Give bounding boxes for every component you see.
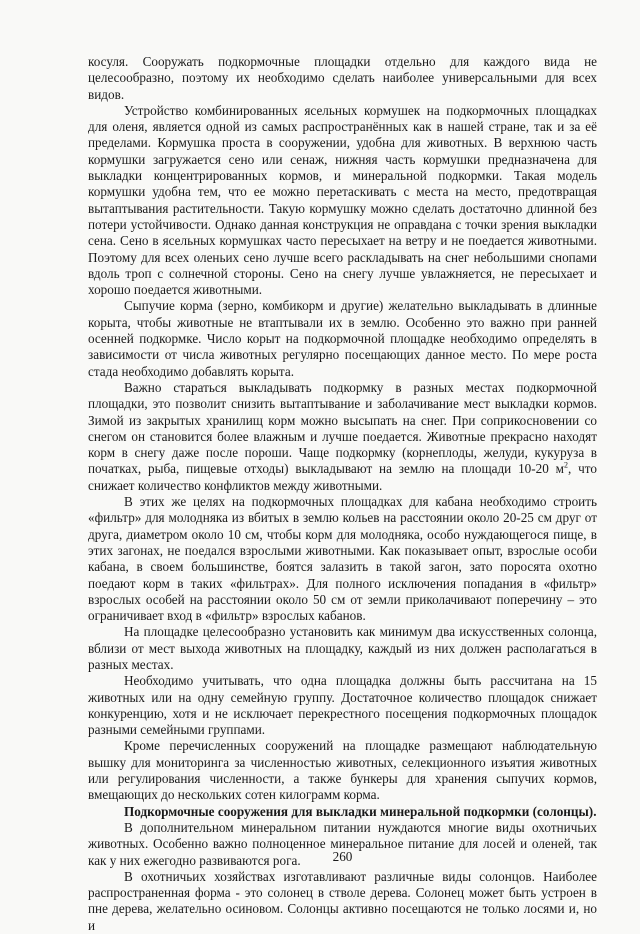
page-number: 260 bbox=[332, 849, 353, 864]
paragraph-salt-licks-count: На площадке целесообразно установить как минимум два искусственных солонца, вблизи от мест выхода животных на площадку, каждый из них должен располагаться в разных местах. bbox=[88, 624, 597, 672]
paragraph-feeding-places bbox=[88, 380, 597, 494]
paragraph-feeder-design: Устройство комбинированных ясельных кормушек на подкормочных площадках для оленя, является одной из самых распространённых как в нашей стране, так и за её пределами. Кормушка проста в сооружении, удобна для животных. В верхнюю часть кормушки загружается сено или сенаж, нижняя часть кормушки предназначена для выкладки концентрированных кормов, и минеральной подкормки. Такая модель кормушки удобна тем, что ее можно перетаскивать с места на место, предотвращая вытаптывания растительности. Такую кормушку можно сделать достаточно длинной без потери устойчивости. Однако данная конструкция не оправдана с точки зрения выкладки сена. Сено в ясельных кормушках часто пересыхает на ветру и не поедается животными. Поэтому для всех оленьих сено лучше всего раскладывать на снег небольшими снопами вдоль троп с солнечной стороны. Сено на снегу лучше увлажняется, не пересыхает и хорошо поедается животными. bbox=[88, 102, 597, 298]
paragraph-bulk-feed: Сыпучие корма (зерно, комбикорм и другие) желательно выкладывать в длинные корыта, чтобы животные не втаптывали их в землю. Особенно это важно при ранней осенней подкормке. Число корыт на подкормочной площадке необходимо определять в зависимости от числа животных регулярно посещающих данное место. По мере роста стада необходимо добавлять корыта. bbox=[88, 298, 597, 379]
paragraph-continuation: косуля. Сооружать подкормочные площадки отдельно для каждого вида не целесообразно, поэтому их необходимо сделать наиболее универсальными для всех видов. bbox=[88, 54, 597, 102]
area-unit-superscript: 2 bbox=[564, 461, 569, 471]
paragraph-boar-filter: В этих же целях на подкормочных площадках для кабана необходимо строить «фильтр» для молодняка из вбитых в землю кольев на расстоянии около 20-25 см друг от друга, диаметром около 10 см, чтобы корм для молодняка, особо нуждающегося пище, в этих загонах, не поедался взрослыми животными. Как показывает опыт, взрослые особи кабана, в своем большинстве, боятся залазить в такой загон, зато поросята охотно поедают корм в таких «фильтрах». Для полного исключения попадания в «фильтр» взрослых особей на расстоянии около 50 см от земли приколачивают поперечину – это ограничивает вход в «фильтр» взрослых кабанов. bbox=[88, 494, 597, 624]
section-heading-salt-licks: Подкормочные сооружения для выкладки минеральной подкормки (солонцы). bbox=[124, 803, 597, 819]
paragraph-observation-tower: Кроме перечисленных сооружений на площадке размещают наблюдательную вышку для мониторинга за численностью животных, селекционного изъятия животных или регулирования численности, а также бункеры для хранения сыпучих кормов, вмещающих до нескольких сотен килограмм корма. bbox=[88, 738, 597, 803]
paragraph-feeding-places-main: Важно стараться выкладывать подкормку в разных местах подкормочной площадки, это позволит снизить вытаптывание и заболачивание мест выкладки кормов. Зимой из закрытых хранилищ корм можно высыпать на снег. При соприкосновении со снегом он становится более влажным и лучше поедается. Животные прекрасно находят корм в снегу даже после пороши. Чаще подкормку (корнеплоды, желуди, кукуруза в початках, рыба, пищевые отходы) выкладывают на землю на площади 10-20 м bbox=[88, 379, 597, 477]
paragraph-mineral-nutrition: В дополнительном минеральном питании нуждаются многие виды охотничьих животных. Особенно важно полноценное минеральное питание для лосей и оленей, так как у них ежегодно развиваются рога. bbox=[88, 819, 597, 868]
paragraph-site-capacity: Необходимо учитывать, что одна площадка должны быть рассчитана на 15 животных или на одну семейную группу. Достаточное количество площадок снижает конкуренцию, хотя и не исключает перекрестного посещения подкормочных площадок разными семейными группами. bbox=[88, 673, 597, 738]
paragraph-feeding-places-end: , что снижает количество конфликтов между животными. bbox=[88, 461, 597, 493]
paragraph-salt-lick-types: В охотничьих хозяйствах изготавливают различные виды солонцов. Наиболее распространенная форма - это солонец в стволе дерева. Солонец может быть устроен в пне дерева, желательно осиновом. Солонцы активно посещаются не только лосями и, но и bbox=[88, 868, 597, 933]
